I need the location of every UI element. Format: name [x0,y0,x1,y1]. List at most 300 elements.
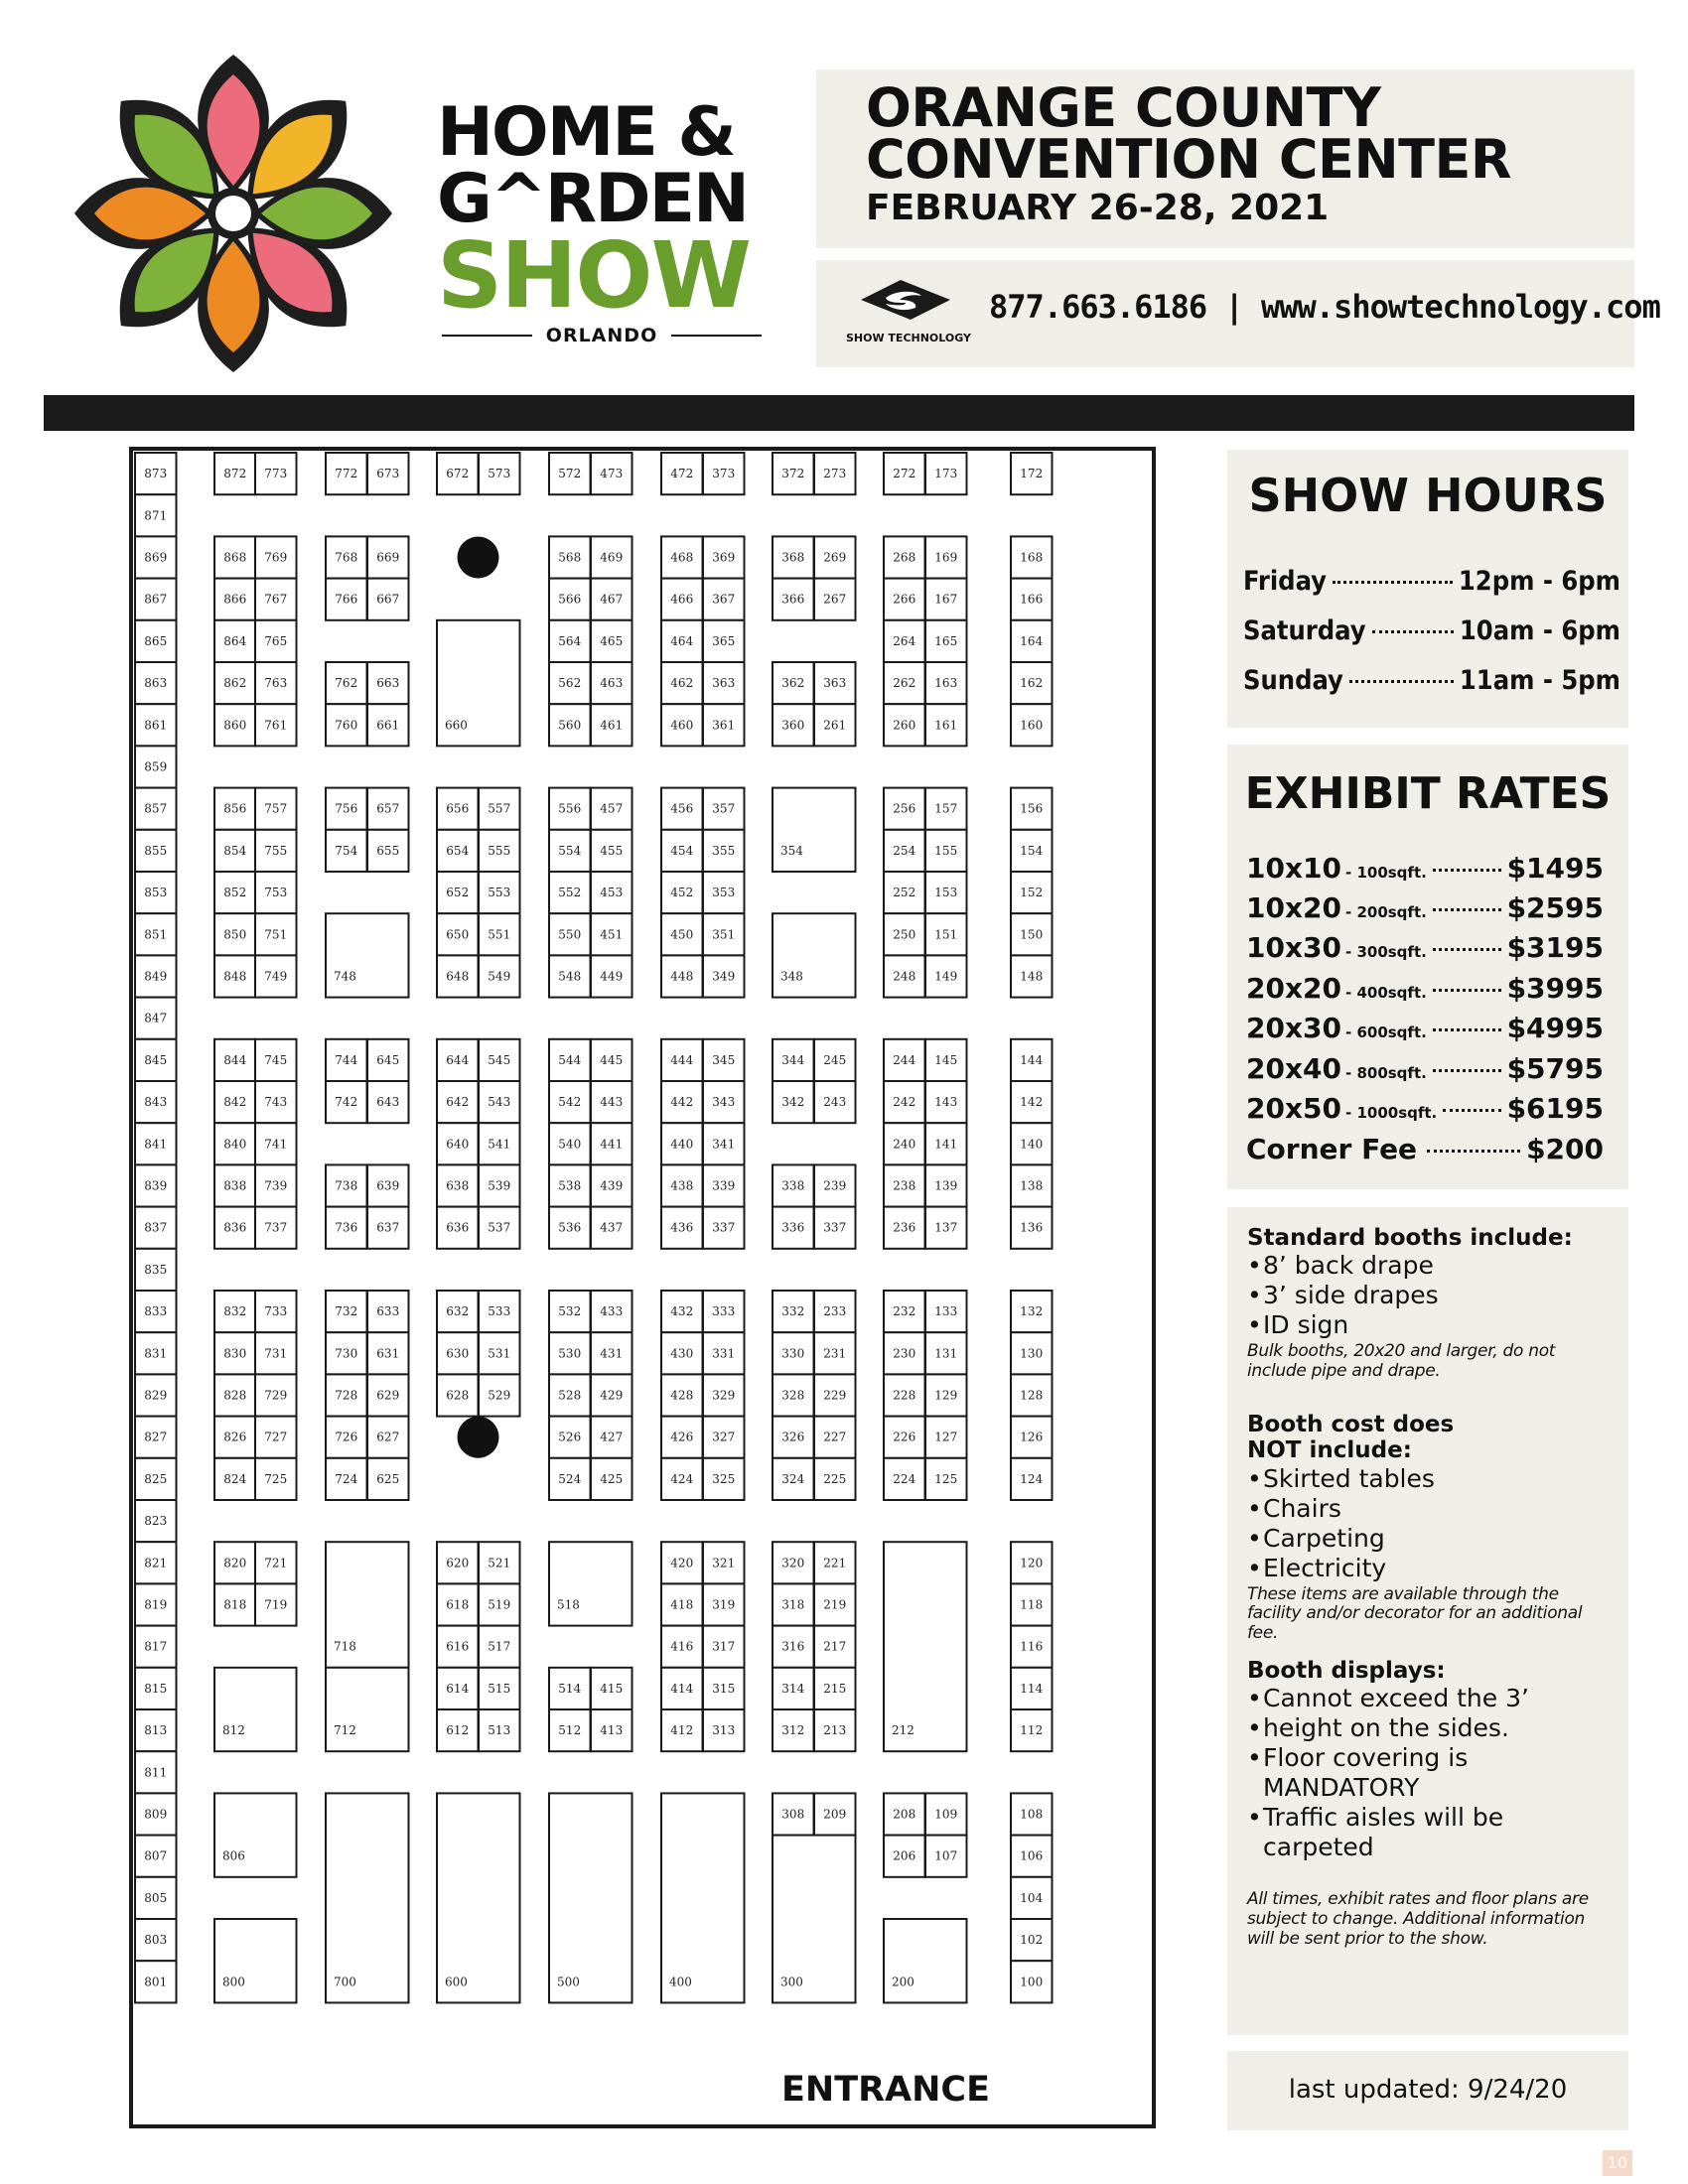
booth-number: 339 [712,1178,736,1193]
booth-number: 809 [144,1807,168,1822]
booth-number: 368 [781,550,805,565]
booth-block[interactable] [773,788,856,872]
booth-number: 366 [781,592,805,607]
hours-time: 11am - 5pm [1459,665,1620,696]
booth-number: 345 [712,1052,736,1067]
booth-number: 529 [488,1388,511,1403]
booth-number: 627 [376,1430,400,1444]
booth-number: 107 [934,1848,958,1863]
dot-leader [1427,1150,1520,1153]
booth-number: 857 [144,801,168,816]
booth-number: 269 [823,550,847,565]
booth-number: 355 [712,843,736,858]
booth-number: 244 [893,1052,916,1067]
booth-number: 243 [823,1095,847,1110]
booth-number: 130 [1020,1346,1044,1361]
booth-number: 320 [781,1556,805,1570]
booth-number: 669 [376,550,400,565]
rate-row [1246,931,1604,964]
booth-number: 736 [335,1220,358,1235]
booth-number: 267 [823,592,847,607]
booth-number: 213 [823,1723,847,1738]
booth-number: 104 [1020,1890,1044,1905]
booth-number: 100 [1020,1975,1044,1989]
booth-number: 855 [144,843,168,858]
booth-number: 233 [823,1304,847,1319]
booth-number: 865 [144,633,168,648]
booth-number: 840 [223,1137,247,1152]
rate-price: $200 [1526,1133,1604,1165]
booth-number: 725 [264,1471,288,1486]
booth-block[interactable] [214,1668,297,1751]
booth-number: 157 [934,801,958,816]
booth-number: 850 [223,927,247,942]
rate-row [1246,891,1604,924]
booth-block[interactable] [773,913,856,997]
booth-number: 869 [144,550,168,565]
rate-price: $5795 [1506,1052,1604,1085]
booth-number: 415 [600,1681,624,1696]
booth-number: 760 [335,718,358,733]
booth-block[interactable] [549,1542,633,1625]
booth-number: 231 [823,1346,847,1361]
list-item: • 3’ side drapes [1247,1281,1615,1310]
list-item: • Cannot exceed the 3’ [1247,1684,1615,1713]
booth-number: 224 [893,1471,916,1486]
booth-number: 620 [446,1556,470,1570]
booth-number: 450 [670,927,694,942]
booth-number: 109 [934,1807,958,1822]
booth-number: 272 [893,467,916,481]
booth-number: 326 [781,1430,805,1444]
booth-number: 553 [488,886,511,900]
booth-number: 232 [893,1304,916,1319]
list-item: • 8’ back drape [1247,1251,1615,1281]
not-included-note: These items are available through the facility and/or decorator for an additional fee. [1247,1583,1583,1643]
booth-number: 457 [600,801,624,816]
booth-number: 160 [1020,718,1044,733]
booth-number: 848 [223,969,247,984]
booth-number: 815 [144,1681,168,1696]
booth-number: 862 [223,676,247,691]
booth-number: 831 [144,1346,168,1361]
booth-number: 156 [1020,801,1044,816]
booth-number: 456 [670,801,694,816]
booth-number: 730 [335,1346,358,1361]
rate-size: 20x30 [1246,1012,1341,1044]
booth-number: 719 [264,1597,288,1612]
booth-number: 541 [488,1137,511,1152]
booth-number: 852 [223,886,247,900]
show-dates: FEBRUARY 26-28, 2021 [866,188,1330,228]
booth-number: 805 [144,1890,168,1905]
booth-number: 414 [670,1681,694,1696]
booth-number: 841 [144,1137,168,1152]
booth-number: 240 [893,1137,916,1152]
booth-number: 167 [934,592,958,607]
booth-number: 835 [144,1262,168,1277]
booth-number: 365 [712,633,736,648]
booth-number: 860 [223,718,247,733]
booth-number: 629 [376,1388,400,1403]
booth-number: 654 [446,843,470,858]
booth-number: 700 [334,1975,356,1989]
booth-number: 469 [600,550,624,565]
booth-number: 856 [223,801,247,816]
booth-block[interactable] [549,1793,633,2002]
rate-size: 10x10 [1246,852,1341,885]
booth-displays-title: Booth displays: [1247,1658,1446,1684]
rate-row [1246,1092,1604,1125]
booth-number: 531 [488,1346,511,1361]
booth-number: 137 [934,1220,958,1235]
booth-number: 317 [712,1639,736,1654]
booth-number: 549 [488,969,511,984]
booth-number: 442 [670,1095,694,1110]
booth-number: 460 [670,718,694,733]
hours-row [1243,665,1620,696]
booth-number: 468 [670,550,694,565]
booth-number: 318 [781,1597,805,1612]
booth-number: 540 [558,1137,582,1152]
venue-name-line-1: ORANGE COUNTY [866,76,1381,139]
booth-number: 329 [712,1388,736,1403]
exhibit-rates-title: EXHIBIT RATES [1244,768,1612,819]
booth-block[interactable] [214,1919,297,2002]
list-item: • Traffic aisles will be carpeted [1247,1803,1521,1862]
booth-number: 454 [670,843,694,858]
rate-size: 20x20 [1246,972,1341,1005]
booth-number: 748 [334,969,356,984]
booth-number: 212 [892,1723,914,1738]
booth-number: 445 [600,1052,624,1067]
booth-number: 572 [558,467,582,481]
list-item: • Floor covering is MANDATORY [1247,1743,1491,1803]
rate-sqft: - 800sqft. [1345,1064,1427,1082]
column-pillar-icon [458,537,499,579]
booth-number: 252 [893,886,916,900]
booth-number: 806 [222,1848,245,1863]
booth-number: 657 [376,801,400,816]
booth-number: 226 [893,1430,916,1444]
booth-number: 428 [670,1388,694,1403]
booth-number: 555 [488,843,511,858]
booth-number: 118 [1020,1597,1044,1612]
booth-number: 361 [712,718,736,733]
list-item: • Skirted tables [1247,1464,1615,1494]
booth-number: 864 [223,633,247,648]
booth-number: 631 [376,1346,400,1361]
booth-number: 823 [144,1514,168,1529]
rate-size: 20x50 [1246,1092,1341,1125]
booth-number: 821 [144,1556,168,1570]
booth-number: 639 [376,1178,400,1193]
booth-number: 612 [446,1723,470,1738]
booth-number: 854 [223,843,247,858]
rate-sqft: - 1000sqft. [1345,1104,1438,1122]
contact-info[interactable]: 877.663.6186 | www.showtechnology.com [989,288,1660,326]
booth-number: 818 [223,1597,247,1612]
brand-line-1: HOME & [437,93,735,172]
dot-leader [1433,1028,1501,1031]
booth-number: 225 [823,1471,847,1486]
booth-number: 826 [223,1430,247,1444]
booth-number: 638 [446,1178,470,1193]
booth-block[interactable] [214,1793,297,1876]
booth-number: 332 [781,1304,805,1319]
booth-block[interactable] [326,1668,409,1751]
booth-number: 645 [376,1052,400,1067]
booth-number: 533 [488,1304,511,1319]
booth-number: 238 [893,1178,916,1193]
booth-number: 451 [600,927,624,942]
booth-number: 515 [488,1681,511,1696]
rate-price: $4995 [1506,1012,1604,1044]
booth-number: 749 [264,969,288,984]
booth-number: 273 [823,467,847,481]
booth-block[interactable] [326,913,409,997]
booth-number: 517 [488,1639,511,1654]
booth-number: 800 [222,1975,245,1989]
booth-number: 632 [446,1304,470,1319]
booth-number: 219 [823,1597,847,1612]
booth-number: 331 [712,1346,736,1361]
booth-number: 763 [264,676,288,691]
booth-number: 836 [223,1220,247,1235]
floor-plan [129,447,1156,2128]
rate-sqft: - 400sqft. [1345,984,1427,1002]
booth-number: 742 [335,1095,358,1110]
booth-number: 872 [223,467,247,481]
booth-number: 859 [144,759,168,774]
booth-number: 349 [712,969,736,984]
booth-number: 851 [144,927,168,942]
booth-number: 600 [445,1975,468,1989]
booth-block[interactable] [884,1542,967,1751]
booth-number: 336 [781,1220,805,1235]
booth-number: 526 [558,1430,582,1444]
booth-number: 843 [144,1095,168,1110]
booth-number: 824 [223,1471,247,1486]
booth-number: 348 [780,969,803,984]
booth-number: 441 [600,1137,624,1152]
booth-number: 254 [893,843,916,858]
booth-number: 400 [669,1975,692,1989]
booth-number: 643 [376,1095,400,1110]
booth-number: 102 [1020,1933,1044,1948]
booth-number: 650 [446,927,470,942]
booth-number: 363 [823,676,847,691]
booth-number: 744 [335,1052,358,1067]
booth-number: 524 [558,1471,582,1486]
booth-number: 217 [823,1639,847,1654]
booth-number: 751 [264,927,288,942]
booth-number: 152 [1020,886,1044,900]
booth-number: 728 [335,1388,358,1403]
booth-number: 260 [893,718,916,733]
dot-leader [1333,581,1453,584]
booth-number: 614 [446,1681,470,1696]
booth-number: 116 [1020,1639,1044,1654]
booth-number: 463 [600,676,624,691]
show-technology-name: SHOW TECHNOLOGY [845,332,972,344]
booth-number: 557 [488,801,511,816]
booth-number: 319 [712,1597,736,1612]
list-item: • Chairs [1247,1494,1615,1524]
booth-number: 845 [144,1052,168,1067]
booth-number: 830 [223,1346,247,1361]
booth-number: 129 [934,1388,958,1403]
booth-number: 433 [600,1304,624,1319]
rate-price: $3195 [1506,931,1604,964]
booth-number: 721 [264,1556,288,1570]
booth-number: 208 [893,1807,916,1822]
booth-number: 308 [781,1807,805,1822]
booth-number: 325 [712,1471,736,1486]
booth-block[interactable] [437,1793,520,2002]
booth-number: 825 [144,1471,168,1486]
booth-number: 726 [335,1430,358,1444]
booth-number: 769 [264,550,288,565]
booth-number: 544 [558,1052,582,1067]
booth-number: 473 [600,467,624,481]
rate-price: $1495 [1506,852,1604,885]
booth-number: 151 [934,927,958,942]
booth-number: 642 [446,1095,470,1110]
dot-leader [1372,630,1454,633]
booth-number: 268 [893,550,916,565]
booth-number: 342 [781,1095,805,1110]
booth-number: 462 [670,676,694,691]
booth-number: 542 [558,1095,582,1110]
booth-number: 472 [670,467,694,481]
booth-number: 552 [558,886,582,900]
hours-time: 10am - 6pm [1459,615,1620,646]
booth-number: 432 [670,1304,694,1319]
booth-number: 424 [670,1471,694,1486]
booth-number: 128 [1020,1388,1044,1403]
rate-size: 10x30 [1246,931,1341,964]
booth-number: 439 [600,1178,624,1193]
booth-number: 753 [264,886,288,900]
booth-number: 465 [600,633,624,648]
booth-number: 108 [1020,1807,1044,1822]
booth-number: 718 [334,1639,356,1654]
booth-number: 616 [446,1639,470,1654]
booth-number: 548 [558,969,582,984]
booth-number: 330 [781,1346,805,1361]
rate-sqft: - 200sqft. [1345,903,1427,921]
booth-number: 315 [712,1681,736,1696]
brand-city-row [442,321,762,350]
booth-number: 427 [600,1430,624,1444]
booth-number: 853 [144,886,168,900]
booth-block[interactable] [884,1919,967,2002]
booth-number: 467 [600,592,624,607]
booth-number: 250 [893,927,916,942]
booth-number: 429 [600,1388,624,1403]
last-updated: last updated: 9/24/20 [1288,2075,1568,2105]
show-hours-title: SHOW HOURS [1248,469,1608,522]
booth-block[interactable] [661,1793,745,2002]
booth-number: 344 [781,1052,805,1067]
booth-number: 266 [893,592,916,607]
rate-row [1246,852,1604,885]
booth-number: 628 [446,1388,470,1403]
booth-block[interactable] [326,1793,409,2002]
booth-number: 820 [223,1556,247,1570]
rate-size: 20x40 [1246,1052,1341,1085]
booth-number: 169 [934,550,958,565]
booth-number: 141 [934,1137,958,1152]
booth-number: 556 [558,801,582,816]
booth-number: 832 [223,1304,247,1319]
booth-number: 844 [223,1052,247,1067]
booth-number: 449 [600,969,624,984]
booth-number: 755 [264,843,288,858]
booth-number: 230 [893,1346,916,1361]
booth-number: 672 [446,467,470,481]
booth-number: 741 [264,1137,288,1152]
booth-number: 333 [712,1304,736,1319]
booth-number: 636 [446,1220,470,1235]
booth-number: 313 [712,1723,736,1738]
rate-sqft: - 100sqft. [1345,864,1427,882]
booth-number: 712 [334,1723,356,1738]
booth-layer [135,453,1053,2002]
booth-number: 739 [264,1178,288,1193]
booth-number: 530 [558,1346,582,1361]
venue-name-line-2: CONVENTION CENTER [866,128,1511,191]
booth-number: 640 [446,1137,470,1152]
booth-number: 648 [446,969,470,984]
booth-number: 106 [1020,1848,1044,1863]
booth-number: 773 [264,467,288,481]
booth-number: 248 [893,969,916,984]
dot-leader [1433,1069,1501,1072]
booth-number: 363 [712,676,736,691]
brand-line-2: G^RDEN [437,160,748,238]
brand-line-3: SHOW [437,222,750,329]
booth-number: 861 [144,718,168,733]
booth-number: 464 [670,633,694,648]
hours-row [1243,615,1620,646]
booth-number: 373 [712,467,736,481]
booth-number: 426 [670,1430,694,1444]
booth-number: 321 [712,1556,736,1570]
booth-number: 873 [144,467,168,481]
booth-number: 438 [670,1178,694,1193]
booth-number: 633 [376,1304,400,1319]
booth-number: 353 [712,886,736,900]
booth-number: 757 [264,801,288,816]
booth-number: 139 [934,1178,958,1193]
booth-number: 768 [335,550,358,565]
standard-booths-section [1247,1225,1615,1382]
booth-number: 163 [934,676,958,691]
booth-number: 545 [488,1052,511,1067]
booth-number: 724 [335,1471,358,1486]
booth-number: 532 [558,1304,582,1319]
booth-number: 566 [558,592,582,607]
booth-number: 173 [934,467,958,481]
booth-number: 443 [600,1095,624,1110]
booth-number: 868 [223,550,247,565]
booth-number: 849 [144,969,168,984]
booth-number: 256 [893,801,916,816]
booth-number: 172 [1020,467,1044,481]
rate-sqft: - 300sqft. [1345,943,1427,961]
